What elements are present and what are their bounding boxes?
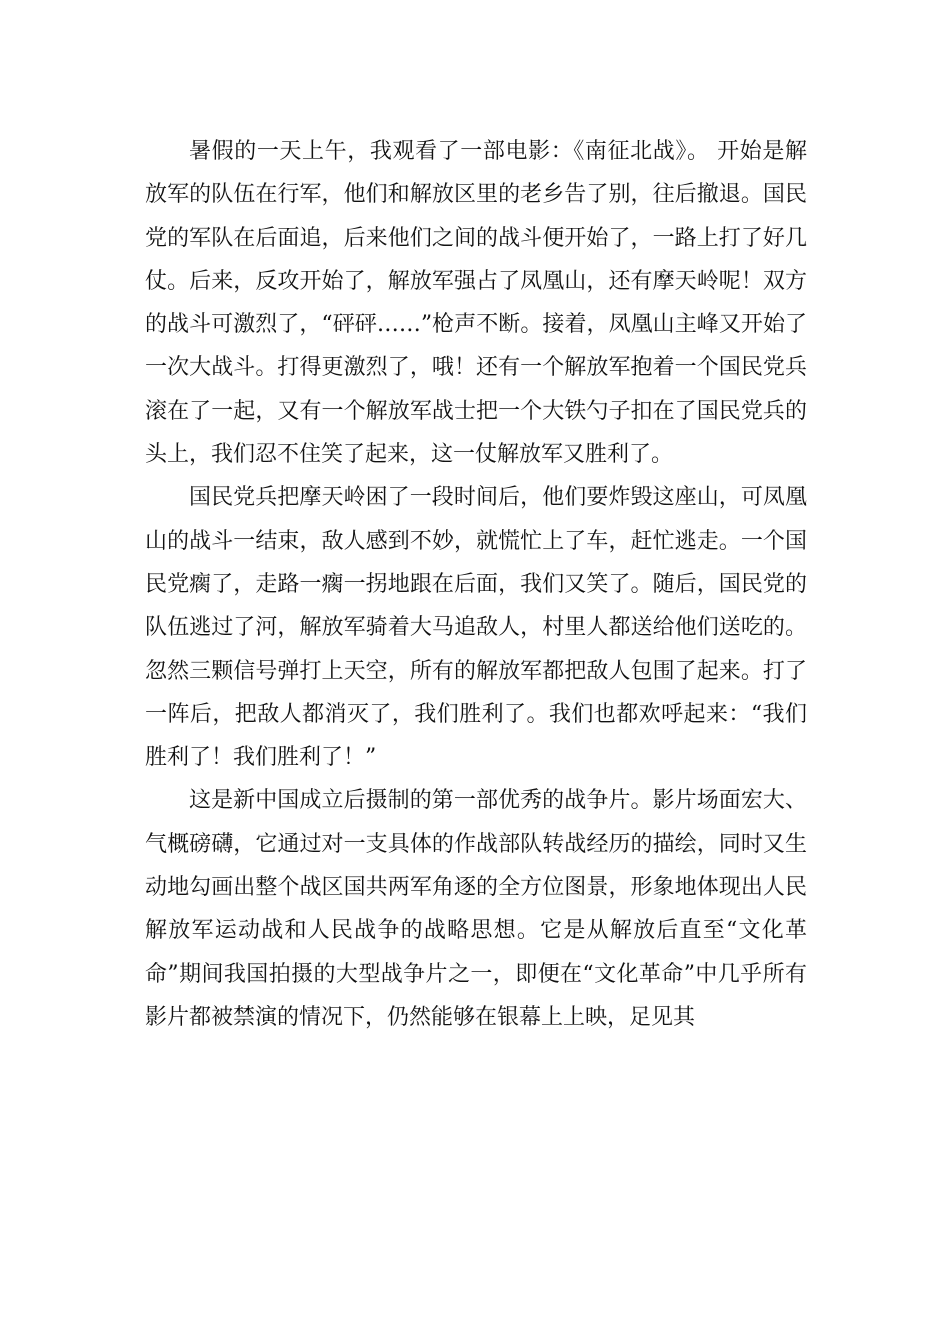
paragraph-1: 暑假的一天上午，我观看了一部电影：《南征北战》。 开始是解放军的队伍在行军，他们和解放区里的老乡告了别，往后撤退。国民党的军队在后面追，后来他们之间的战斗便开始了，一路上打了好几仗。后来，反攻开始了，解放军强占了凤凰山，还有摩天岭呢！双方的战斗可激烈了，“砰砰……”枪声不断。接着，凤凰山主峰又开始了一次大战斗。打得更激烈了，哦！还有一个解放军抱着一个国民党兵滚在了一起，又有一个解放军战士把一个大铁勺子扣在了国民党兵的头上，我们忍不住笑了起来，这一仗解放军又胜利了。 bbox=[145, 139, 807, 468]
document-body bbox=[145, 130, 807, 1039]
paragraph-2: 国民党兵把摩天岭困了一段时间后，他们要炸毁这座山，可凤凰山的战斗一结束，敌人感到不妙，就慌忙上了车，赶忙逃走。一个国民党瘸了，走路一瘸一拐地跟在后面，我们又笑了。随后，国民党的队伍逃过了河，解放军骑着大马追敌人，村里人都送给他们送吃的。忽然三颗信号弹打上天空，所有的解放军都把敌人包围了起来。打了一阵后，把敌人都消灭了，我们胜利了。我们也都欢呼起来：“我们胜利了！我们胜利了！” bbox=[145, 485, 807, 771]
paragraph-3: 这是新中国成立后摄制的第一部优秀的战争片。影片场面宏大、气概磅礴，它通过对一支具体的作战部队转战经历的描绘，同时又生动地勾画出整个战区国共两军角逐的全方位图景，形象地体现出人民解放军运动战和人民战争的战略思想。它是从解放后直至“文化革命”期间我国拍摄的大型战争片之一，即便在“文化革命”中几乎所有影片都被禁演的情况下，仍然能够在银幕上上映，足见其 bbox=[145, 788, 807, 1030]
